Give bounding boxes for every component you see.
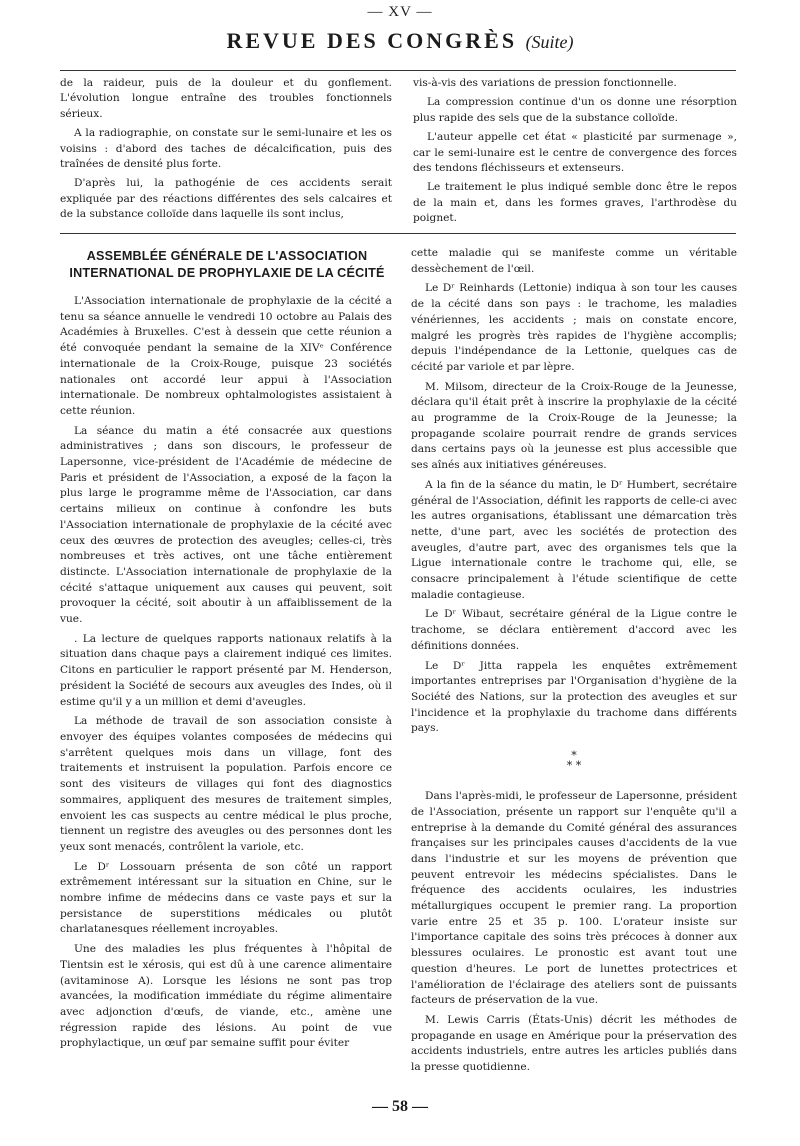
paragraph: de la raideur, puis de la douleur et du gonflement. L'évolution longue entraîne des troubles fonctionnels sérieux. bbox=[60, 77, 392, 120]
paragraph: La compression continue d'un os donne une résorption plus rapide des sels que de la substance colloïde. bbox=[413, 96, 737, 124]
paragraph: cette maladie qui se manifeste comme un véritable dessèchement de l'œil. bbox=[411, 247, 737, 275]
paragraph: A la radiographie, on constate sur le semi-lunaire et les os voisins : d'abord des taches de décalcification, puis des traînées de densité plus forte. bbox=[60, 127, 392, 171]
roman-page-numeral: — XV — bbox=[367, 4, 433, 20]
paragraph: Le traitement le plus indiqué semble donc être le repos de la main et, dans les formes graves, l'arthrodèse du poignet. bbox=[413, 181, 737, 225]
masthead-title: REVUE DES CONGRÈS bbox=[226, 28, 518, 53]
top-left-column bbox=[60, 76, 392, 227]
paragraph: Le Dʳ Reinhards (Lettonie) indiqua à son tour les causes de la cécité dans son pays : le trachome, les maladies vénériennes, les accidents ; mais on constate encore, malgré les progrès très rapides de l'hygiène accomplis; depuis l'indépendance de la Lettonie, quelques cas de cécité par variole et par lèpre. bbox=[411, 282, 737, 373]
paragraph: . La lecture de quelques rapports nationaux relatifs à la situation dans chaque pays a clairement indiqué ces limites. Citons en particulier le rapport présenté par M. Henderson, président la Société de secours aux aveugles des Indes, où il estime qu'il y a un million et demi d'aveugles. bbox=[60, 632, 392, 708]
asterism-top: * bbox=[571, 749, 577, 763]
paragraph: Le Dʳ Jitta rappela les enquêtes extrêmement importantes entreprises par l'Organisation d'hygiène de la Société des Nations, sur la protection des aveugles et sur l'incidence et la prophylaxie du trachome dans différents pays. bbox=[411, 659, 737, 735]
section-divider bbox=[60, 233, 736, 234]
paragraph: L'auteur appelle cet état « plasticité par surmenage », car le semi-lunaire est le centre de convergence des forces des tendons fléchisseurs et extenseurs. bbox=[413, 131, 737, 175]
paragraph: Dans l'après-midi, le professeur de Lapersonne, président de l'Association, présente un rapport sur l'enquête qu'il a entreprise à la demande du Comité général des assurances françaises sur les principales causes d'accidents de la vue dans l'industrie et sur les moyens de prévention que peuvent entrevoir les médecins spécialistes. Dans le fréquence des accidents oculaires, les industries métallurgiques occupent le premier rang. La proportion varie entre 25 et 35 p. 100. L'orateur insiste sur l'importance capitale des soins très précoces à donner aux blessures oculaires. Le pronostic est avant tout une question d'heures. Le port de lunettes protectrices et l'amélioration de l'éclairage des ateliers sont de puissants facteurs de préservation de la vue. bbox=[411, 790, 737, 1007]
asterism-separator bbox=[411, 751, 737, 771]
paragraph: M. Lewis Carris (États-Unis) décrit les méthodes de propagande en usage en Amérique pour la préservation des accidents industriels, entre autres les articles publiés dans la presse quotidienne. bbox=[411, 1013, 737, 1074]
article-left-column bbox=[60, 294, 392, 1056]
page-number: — 58 — bbox=[372, 1098, 428, 1115]
paragraph: A la fin de la séance du matin, le Dʳ Humbert, secrétaire général de l'Association, définit les rapports de celle-ci avec les autres organisations, établissant une démarcation très nette, d'une part, avec les sociétés de protection des aveugles, d'autre part, avec des organismes tels que la Ligue internationale contre le trachome qui, elle, se consacre principalement à l'étude scientifique de cette maladie contagieuse. bbox=[411, 478, 737, 601]
paragraph: Une des maladies les plus fréquentes à l'hôpital de Tientsin est le xérosis, qui est dû à une carence alimentaire (avitaminose A). Lorsque les lésions ne sont pas trop avancées, la modification immédiate du régime alimentaire avec adjonction d'œufs, de viande, etc., amène une régression rapide des lésions. Au point de vue prophylactique, un œuf par semaine suffit pour éviter bbox=[60, 943, 392, 1050]
header-rule bbox=[60, 70, 736, 71]
paragraph: M. Milsom, directeur de la Croix-Rouge de la Jeunesse, déclara qu'il était prêt à inscrire la prophylaxie de la cécité au programme de la Croix-Rouge de la Jeunesse; la propagande scolaire pourrait rendre de grands services dans certains pays où la jeunesse est plus accessible que ses aînés aux initiatives généreuses. bbox=[411, 380, 737, 472]
paragraph: vis-à-vis des variations de pression fonctionnelle. bbox=[413, 77, 677, 89]
masthead bbox=[0, 28, 800, 54]
article-right-column bbox=[411, 246, 737, 1080]
asterism-bottom: * * bbox=[566, 759, 582, 773]
paragraph: L'Association internationale de prophylaxie de la cécité a tenu sa séance annuelle le vendredi 10 octobre au Palais des Académies à Bruxelles. C'est à dessein que cette réunion a été convoquée pendant la semaine de la XIVᵉ Conférence internationale de la Croix-Rouge, puisque 23 sociétés nationales ont accordé leur appui à l'Association internationale. De nombreux ophtalmologistes assistaient à cette réunion. bbox=[60, 295, 392, 417]
paragraph: D'après lui, la pathogénie de ces accidents serait expliquée par des réactions différentes des sels calcaires et de la substance colloïde dans laquelle ils sont inclus, bbox=[60, 177, 392, 221]
paragraph: Le Dʳ Wibaut, secrétaire général de la Ligue contre le trachome, se déclara entièrement d'accord avec les définitions données. bbox=[411, 608, 737, 652]
article-title-line1: ASSEMBLÉE GÉNÉRALE DE L'ASSOCIATION bbox=[86, 249, 368, 263]
masthead-suite: (Suite) bbox=[525, 32, 574, 52]
paragraph: La séance du matin a été consacrée aux questions administratives ; dans son discours, le professeur de Lapersonne, vice-président de l'Académie de médecine de Paris et président de l'Association, a exposé de la façon la plus large le programme même de l'Association, car dans certains milieux on continue à confondre les buts l'Association internationale de prophylaxie de la cécité avec ceux des œuvres de protection des aveugles; celles-ci, très nombreuses et très actives, ont une tâche entièrement distincte. L'Association internationale de prophylaxie de la cécité s'attaque uniquement aux causes qui peuvent, soit provoquer la cécité, soit aboutir à un affaiblissement de la vue. bbox=[60, 424, 392, 626]
paragraph: La méthode de travail de son association consiste à envoyer des équipes volantes composées de médecins qui s'arrêtent quelques mois dans un village, font des traitements et instruisent la population. Parfois encore ce sont des visiteurs de villages qui font des diagnostics sommaires, appliquent des mesures de traitement simples, envoient les cas suspects au centre médical le plus proche, tiennent un registre des aveugles ou des personnes dont les yeux sont menacés, contrôlent la variole, etc. bbox=[60, 715, 392, 853]
top-right-column bbox=[413, 76, 737, 231]
paragraph: Le Dʳ Lossouarn présenta de son côté un rapport extrêmement intéressant sur la situation en Chine, sur le nombre infime de médecins dans ce vaste pays et sur la persistance de superstitions médicales ou plutôt charlatanesques réellement incroyables. bbox=[60, 860, 392, 936]
article-title bbox=[62, 248, 392, 282]
article-title-line2: INTERNATIONAL DE PROPHYLAXIE DE LA CÉCITÉ bbox=[69, 266, 385, 280]
